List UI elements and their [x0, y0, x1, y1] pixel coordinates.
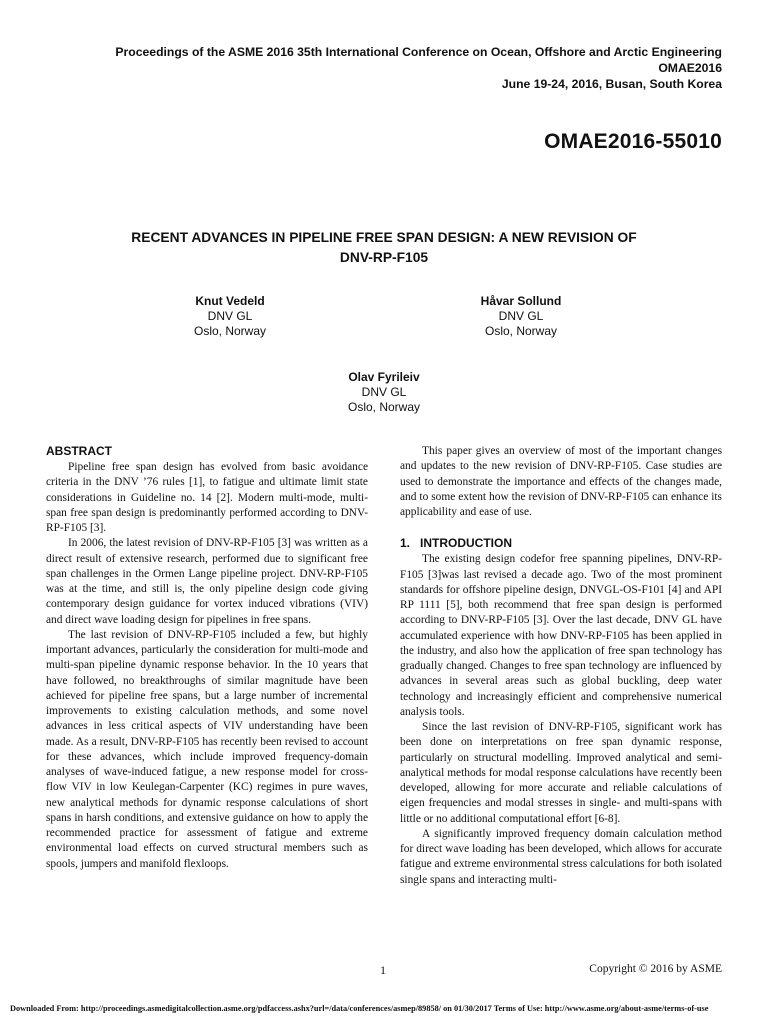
- author-affiliation: DNV GL: [207, 309, 253, 323]
- introduction-heading: 1. INTRODUCTION: [400, 536, 513, 551]
- author-location: Oslo, Norway: [347, 400, 421, 414]
- paper-id: OMAE2016-55010: [544, 130, 722, 153]
- conference-name: Proceedings of the ASME 2016 35th International Conference on Ocean, Offshore and Arctic Engineering: [115, 45, 722, 59]
- introduction-paragraph: Since the last revision of DNV-RP-F105, significant work has been done on interpretations on free span dynamic response, particularly on structural modelling. Improved analytical and semi-analytical methods for modal response calculations have recently been developed, allowing for more accurate and reliable calculations of eigen frequencies and modal stresses in single- and multi-spans with little or no additional computational effort [6-8].: [400, 721, 722, 825]
- right-column: [400, 444, 722, 888]
- author-block: [284, 370, 484, 415]
- author-name: Knut Vedeld: [195, 294, 265, 308]
- page-number: 1: [380, 963, 386, 977]
- author-location: Oslo, Norway: [484, 324, 558, 338]
- abstract-paragraph: The last revision of DNV-RP-F105 included a few, but highly important advances, particularly the consideration for multi-mode and multi-span pipeline dynamic response behavior. In the 10 years that have followed, no breakthroughs of similar magnitude have been achieved for pipeline free spans, but a large number of incremental improvements to existing calculation methods, and some novel advances in less critical aspects of VIV understanding have been made. As a result, DNV-RP-F105 has recently been revised to account for these advances, which include improved frequency-domain analyses of wave-induced fatigue, a new response model for cross-flow VIV in low Keulegan-Carpenter (KC) regimes in pure waves, new analytical methods for dynamic response calculations of short spans in harsh conditions, and extensive guidance on how to apply the recommended practice for assessment of fatigue and extreme environmental load effects on curved structural members such as spools, jumpers and manifold flexloops.: [46, 628, 368, 870]
- abstract-heading: ABSTRACT: [46, 444, 112, 458]
- overview-paragraph: This paper gives an overview of most of the important changes and updates to the new revision of DNV-RP-F105. Case studies are used to demonstrate the importance and effects of the changes made, and to some extent how the revision of DNV-RP-F105 can enhance its applicability and ease of use.: [400, 445, 722, 518]
- author-block: [421, 294, 621, 339]
- introduction-paragraph: The existing design codefor free spanning pipelines, DNV-RP-F105 [3]was last revised a decade ago. Two of the most prominent standards for offshore pipeline design, DNVGL-OS-F101 [4] and API RP 1111 [5], both recommend that free span design is performed according to DNV-RP-F105 [3]. Over the last decade, DNV GL have accumulated experience with how DNV-RP-F105 has been applied in the industry, and also how the application of free span technology has gradually changed. Changes to free span technology are influenced by advances in several areas such as global buckling, deep water technology and increasingly efficient and comprehensive numerical analysis tools.: [400, 553, 722, 718]
- author-location: Oslo, Norway: [193, 324, 267, 338]
- author-name: Håvar Sollund: [480, 294, 562, 308]
- paper-title-line-2: DNV-RP-F105: [339, 250, 429, 265]
- download-notice: Downloaded From: http://proceedings.asmedigitalcollection.asme.org/pdfaccess.ashx?url=/data/conferences/asmep/89858/ on 01/30/2017 Terms of Use: http://www.asme.org/about-asme/terms-of-use: [10, 1004, 709, 1013]
- conference-date-location: June 19-24, 2016, Busan, South Korea: [501, 77, 722, 91]
- left-column: [46, 444, 368, 872]
- copyright-notice: Copyright © 2016 by ASME: [589, 963, 722, 975]
- author-affiliation: DNV GL: [498, 309, 544, 323]
- abstract-paragraph: Pipeline free span design has evolved from basic avoidance criteria in the DNV ’76 rules [1], to fatigue and ultimate limit state considerations in Guideline no. 14 [2]. Modern multi-mode, multi-span free span design is predominantly performed according to DNV-RP-F105 [3].: [46, 461, 368, 534]
- abstract-paragraph: In 2006, the latest revision of DNV-RP-F105 [3] was written as a direct result of extensive research, performed due to significant free span challenges in the Ormen Lange pipeline project. DNV-RP-F105 was at the time, and still is, the only pipeline design code giving contemporary design guidance for vortex induced vibrations (VIV) and direct wave loading design for pipelines in free spans.: [46, 537, 368, 626]
- conference-acronym: OMAE2016: [658, 61, 722, 75]
- author-affiliation: DNV GL: [361, 385, 407, 399]
- author-block: [130, 294, 330, 339]
- introduction-paragraph: A significantly improved frequency domain calculation method for direct wave loading has been developed, which allows for accurate fatigue and extreme environmental stress calculations for both isolated single spans and interacting multi-: [400, 827, 722, 886]
- paper-title-line-1: RECENT ADVANCES IN PIPELINE FREE SPAN DESIGN: A NEW REVISION OF: [131, 230, 637, 245]
- author-name: Olav Fyrileiv: [348, 370, 420, 384]
- paper-title: [60, 228, 708, 268]
- conference-header: [42, 44, 722, 92]
